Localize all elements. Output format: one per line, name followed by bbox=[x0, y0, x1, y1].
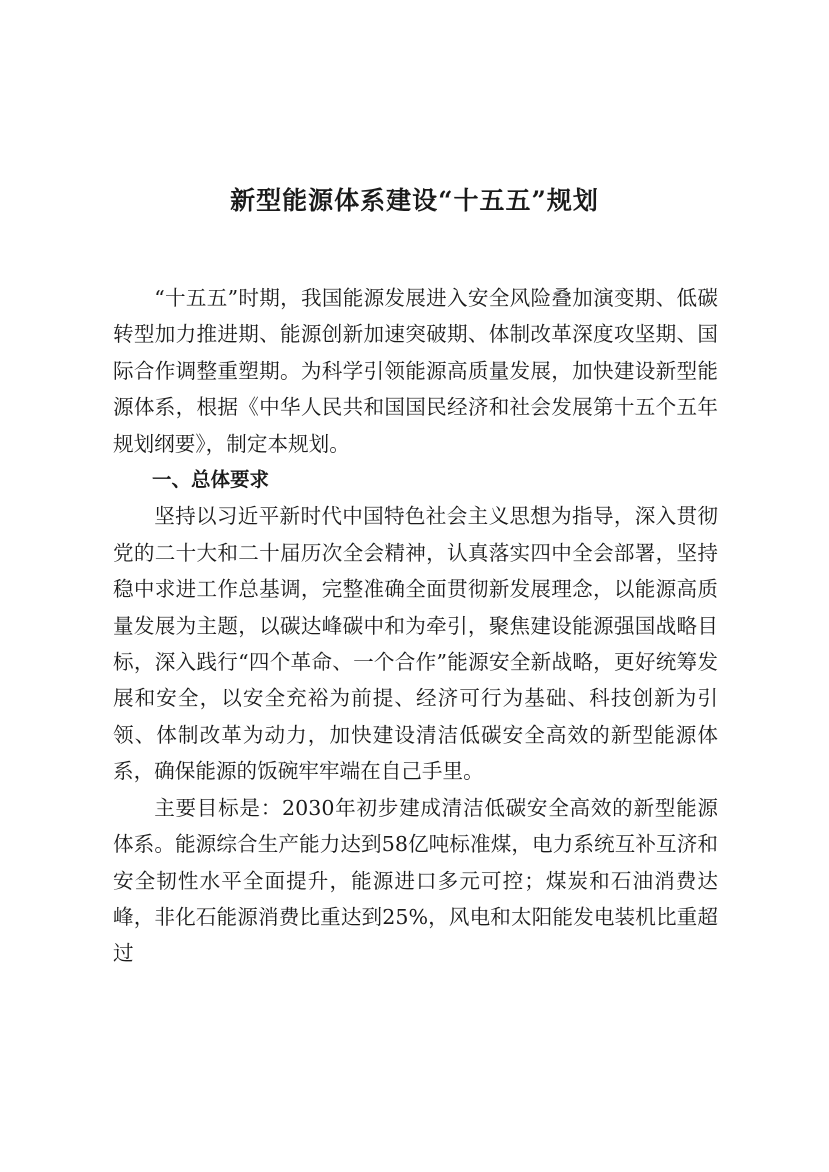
document-title: 新型能源体系建设“十五五”规划 bbox=[230, 186, 599, 215]
intro-paragraph: “十五五”时期，我国能源发展进入安全风险叠加演变期、低碳转型加力推进期、能源创新加速突破期、体制改革深度攻坚期、国际合作调整重塑期。为科学引领能源高质量发展，加快建设新型能源体系，根据《中华人民共和国国民经济和社会发展第十五个五年规划纲要》，制定本规划。 bbox=[113, 286, 718, 456]
document-body bbox=[113, 280, 718, 972]
main-goals-paragraph: 主要目标是：2030年初步建成清洁低碳安全高效的新型能源体系。能源综合生产能力达到58亿吨标准煤，电力系统互补互济和安全韧性水平全面提升，能源进口多元可控；煤炭和石油消费达峰，非化石能源消费比重达到25%，风电和太阳能发电装机比重超过 bbox=[113, 795, 718, 966]
guiding-principles-paragraph: 坚持以习近平新时代中国特色社会主义思想为指导，深入贯彻党的二十大和二十届历次全会精神，认真落实四中全会部署，坚持稳中求进工作总基调，完整准确全面贯彻新发展理念，以能源高质量发展为主题，以碳达峰碳中和为牵引，聚焦建设能源强国战略目标，深入践行“四个革命、一个合作”能源安全新战略，更好统筹发展和安全，以安全充裕为前提、经济可行为基础、科技创新为引领、体制改革为动力，加快建设清洁低碳安全高效的新型能源体系，确保能源的饭碗牢牢端在自己手里。 bbox=[113, 504, 718, 784]
section-heading-general-requirements: 一、总体要求 bbox=[152, 468, 270, 492]
